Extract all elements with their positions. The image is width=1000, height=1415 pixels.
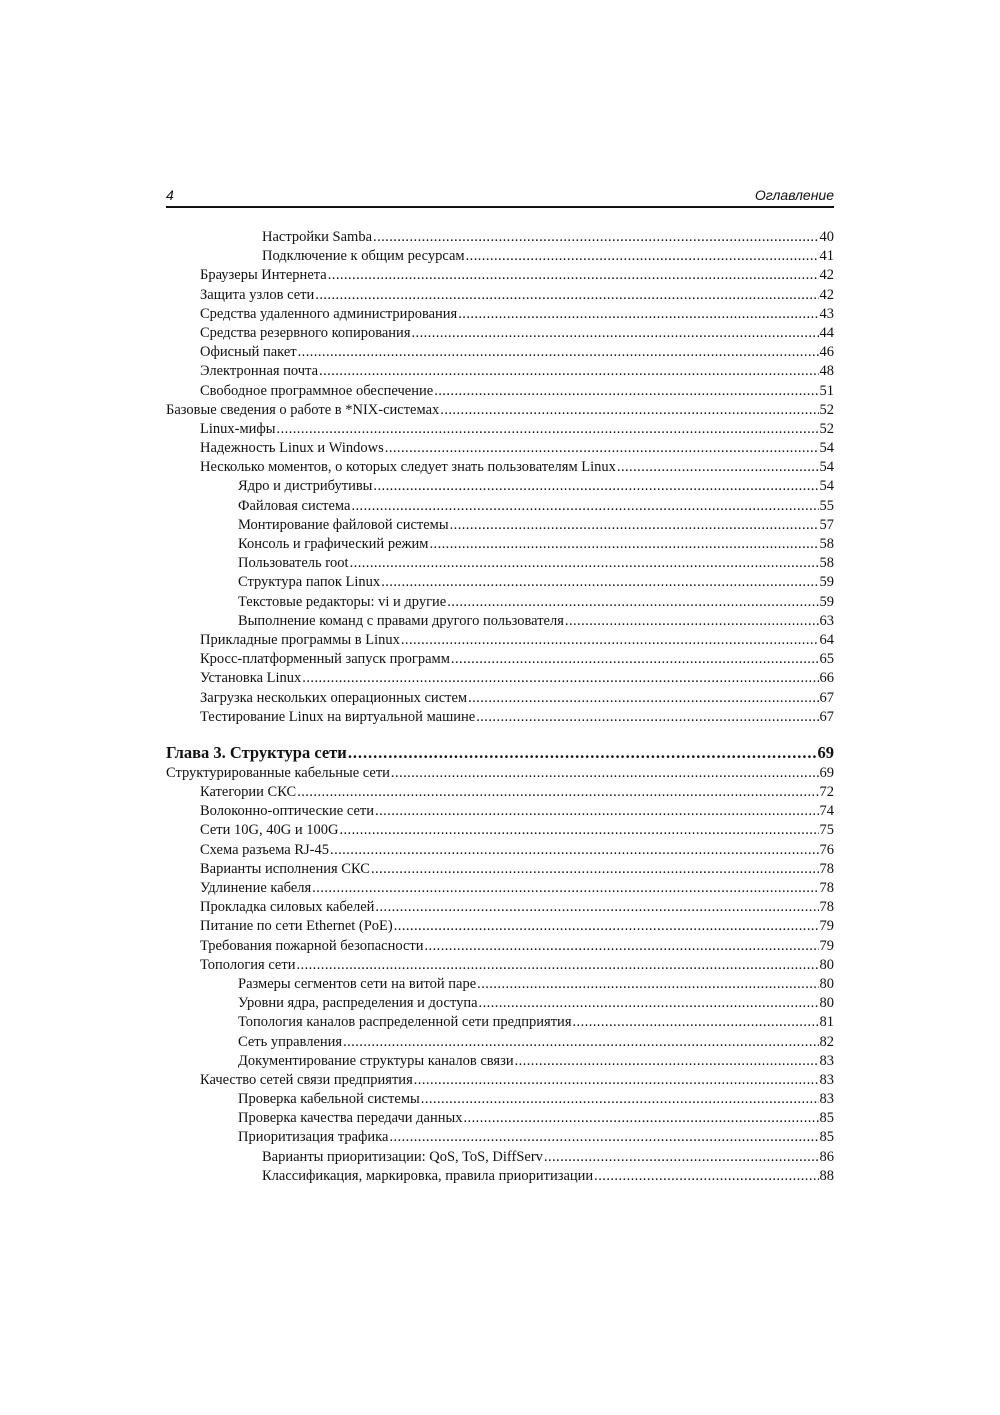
dot-leader: [297, 783, 818, 802]
toc-entry-title: Надежность Linux и Windows: [200, 440, 384, 457]
dot-leader: [381, 573, 818, 592]
dot-leader: [573, 1013, 819, 1032]
toc-entry[interactable]: [166, 841, 834, 860]
toc-entry-page: 79: [819, 918, 834, 935]
toc-entry[interactable]: [166, 458, 834, 477]
toc-entry-page: 58: [819, 536, 834, 552]
toc-entry-title: Удлинение кабеля: [200, 880, 312, 896]
toc-entry[interactable]: [166, 1090, 834, 1109]
toc-entry[interactable]: [166, 1128, 834, 1147]
dot-leader: [389, 1128, 818, 1147]
toc-entry[interactable]: [166, 247, 834, 266]
dot-leader: [458, 305, 818, 324]
toc-entry-page: 40: [819, 229, 834, 245]
dot-leader: [315, 286, 818, 305]
toc-entry-page: 69: [819, 764, 834, 781]
dot-leader: [450, 516, 819, 535]
toc-entry-page: 42: [819, 267, 834, 284]
dot-leader: [544, 1148, 819, 1167]
toc-entry-page: 66: [819, 670, 834, 687]
dot-leader: [330, 841, 818, 860]
toc-entry[interactable]: [166, 631, 834, 650]
toc-entry[interactable]: [166, 975, 834, 994]
toc-entry-page: 88: [819, 1167, 834, 1184]
toc-entry[interactable]: [166, 879, 834, 898]
dot-leader: [477, 975, 818, 994]
dot-leader: [350, 554, 819, 573]
toc-entry-title: Глава 3. Структура сети: [166, 742, 347, 762]
toc-chapter-entry[interactable]: [166, 741, 834, 764]
dot-leader: [440, 401, 818, 420]
toc-entry-title: Питание по сети Ethernet (PoE): [200, 918, 393, 935]
toc-entry[interactable]: [166, 1148, 834, 1167]
dot-leader: [373, 477, 818, 496]
toc-entry-page: 65: [819, 651, 834, 668]
toc-entry[interactable]: [166, 286, 834, 305]
toc-entry-title: Прикладные программы в Linux: [200, 631, 400, 648]
dot-leader: [451, 650, 819, 669]
toc-entry-title: Схема разъема RJ-45: [200, 841, 330, 858]
toc-entry-page: 78: [819, 899, 834, 916]
toc-entry[interactable]: [166, 802, 834, 821]
table-of-contents: [166, 228, 834, 1186]
toc-entry-page: 85: [819, 1110, 834, 1127]
dot-leader: [351, 497, 818, 516]
toc-entry[interactable]: [166, 764, 834, 783]
toc-entry-page: 64: [819, 631, 834, 648]
toc-entry[interactable]: [166, 1052, 834, 1071]
dot-leader: [375, 898, 818, 917]
dot-leader: [401, 631, 819, 650]
toc-entry-page: 67: [819, 708, 834, 725]
toc-entry-page: 54: [819, 459, 834, 476]
toc-entry-title: Установка Linux: [200, 670, 302, 687]
page-number: 4: [166, 187, 174, 203]
toc-entry-title: Свободное программное обеспечение: [200, 382, 434, 399]
dot-leader: [447, 593, 818, 612]
toc-entry-page: 72: [819, 784, 834, 801]
dot-leader: [466, 247, 819, 266]
toc-entry[interactable]: [166, 516, 834, 535]
toc-entry-title: Варианты исполнения СКС: [200, 860, 370, 877]
toc-entry-page: 59: [819, 574, 834, 591]
toc-entry[interactable]: [166, 477, 834, 496]
toc-entry-title: Выполнение команд с правами другого пользователя: [238, 612, 564, 629]
dot-leader: [479, 994, 819, 1013]
toc-entry-title: Категории СКС: [200, 784, 297, 801]
toc-entry-title: Приоритизация трафика: [238, 1129, 389, 1146]
dot-leader: [385, 439, 819, 458]
toc-entry-page: 43: [819, 305, 834, 322]
toc-entry-page: 44: [819, 324, 834, 341]
toc-entry[interactable]: [166, 650, 834, 669]
toc-entry[interactable]: [166, 382, 834, 401]
toc-entry[interactable]: [166, 535, 834, 554]
toc-entry-page: 52: [819, 401, 834, 418]
toc-entry[interactable]: [166, 343, 834, 362]
toc-entry-page: 42: [819, 286, 834, 303]
toc-entry[interactable]: [166, 362, 834, 381]
toc-entry[interactable]: [166, 898, 834, 917]
toc-entry-page: 54: [819, 440, 834, 457]
toc-entry-title: Структурированные кабельные сети: [166, 764, 390, 781]
dot-leader: [394, 917, 819, 936]
toc-entry-page: 52: [819, 420, 834, 437]
toc-entry[interactable]: [166, 1167, 834, 1186]
toc-entry-title: Файловая система: [238, 497, 351, 514]
toc-entry-page: 54: [819, 478, 834, 495]
toc-entry[interactable]: [166, 917, 834, 936]
toc-entry[interactable]: [166, 266, 834, 285]
toc-entry[interactable]: [166, 324, 834, 343]
toc-entry-title: Несколько моментов, о которых следует знать пользователям Linux: [200, 459, 616, 476]
toc-entry-page: 82: [819, 1033, 834, 1050]
toc-entry[interactable]: [166, 821, 834, 840]
toc-entry-page: 59: [819, 593, 834, 610]
toc-entry-page: 67: [819, 689, 834, 706]
toc-entry-title: Текстовые редакторы: vi и другие: [238, 593, 447, 610]
dot-leader: [421, 1090, 819, 1109]
dot-leader: [296, 956, 818, 975]
toc-entry[interactable]: [166, 573, 834, 592]
dot-leader: [425, 937, 819, 956]
toc-entry[interactable]: [166, 593, 834, 612]
toc-entry-title: Сеть управления: [238, 1033, 343, 1050]
toc-entry[interactable]: [166, 401, 834, 420]
toc-entry-page: 48: [819, 363, 834, 380]
toc-entry[interactable]: [166, 1109, 834, 1128]
toc-entry-page: 78: [819, 880, 834, 896]
toc-entry-page: 80: [819, 956, 834, 973]
toc-entry-page: 80: [819, 995, 834, 1012]
dot-leader: [302, 669, 818, 688]
toc-entry-title: Консоль и графический режим: [238, 536, 429, 552]
toc-entry-page: 55: [819, 497, 834, 514]
dot-leader: [371, 860, 819, 879]
toc-entry[interactable]: [166, 420, 834, 439]
toc-entry-title: Монтирование файловой системы: [238, 516, 449, 533]
toc-entry-page: 41: [819, 248, 834, 265]
dot-leader: [434, 382, 818, 401]
toc-entry-page: 63: [819, 612, 834, 629]
toc-entry-page: 86: [819, 1148, 834, 1165]
toc-entry-title: Сети 10G, 40G и 100G: [200, 822, 339, 839]
dot-leader: [277, 420, 819, 439]
toc-entry-title: Волоконно-оптические сети: [200, 803, 375, 820]
toc-entry[interactable]: [166, 554, 834, 573]
toc-entry-title: Структура папок Linux: [238, 574, 381, 591]
toc-entry-title: Качество сетей связи предприятия: [200, 1071, 413, 1088]
toc-entry-page: 80: [819, 975, 834, 992]
toc-entry[interactable]: [166, 669, 834, 688]
dot-leader: [414, 1071, 819, 1090]
toc-entry[interactable]: [166, 1033, 834, 1052]
toc-entry-title: Ядро и дистрибутивы: [238, 478, 373, 495]
dot-leader: [429, 535, 818, 554]
toc-entry-title: Защита узлов сети: [200, 286, 315, 303]
toc-entry[interactable]: [166, 1013, 834, 1032]
toc-entry[interactable]: [166, 228, 834, 247]
toc-entry-page: 83: [819, 1091, 834, 1108]
dot-leader: [298, 343, 819, 362]
toc-entry[interactable]: [166, 860, 834, 879]
toc-entry-page: 57: [819, 516, 834, 533]
toc-entry[interactable]: [166, 956, 834, 975]
header-title: Оглавление: [754, 187, 834, 203]
toc-entry-title: Топология сети: [200, 956, 296, 973]
toc-entry-title: Офисный пакет: [200, 344, 297, 361]
toc-entry-page: 75: [819, 822, 834, 839]
dot-leader: [476, 708, 818, 727]
toc-entry[interactable]: [166, 689, 834, 708]
toc-entry[interactable]: [166, 708, 834, 727]
toc-entry-title: Проверка качества передачи данных: [238, 1110, 463, 1127]
dot-leader: [319, 362, 818, 381]
toc-entry-title: Средства резервного копирования: [200, 324, 411, 341]
dot-leader: [411, 324, 818, 343]
dot-leader: [373, 228, 818, 247]
dot-leader: [343, 1033, 818, 1052]
toc-entry[interactable]: [166, 439, 834, 458]
toc-entry[interactable]: [166, 1071, 834, 1090]
toc-entry-title: Средства удаленного администрирования: [200, 305, 458, 322]
toc-entry-title: Загрузка нескольких операционных систем: [200, 689, 468, 706]
toc-entry[interactable]: [166, 305, 834, 324]
toc-entry-page: 74: [819, 803, 834, 820]
toc-entry[interactable]: [166, 937, 834, 956]
dot-leader: [468, 689, 818, 708]
toc-entry-page: 85: [819, 1129, 834, 1146]
toc-entry-title: Электронная почта: [200, 363, 319, 380]
toc-entry[interactable]: [166, 783, 834, 802]
toc-entry-title: Браузеры Интернета: [200, 267, 327, 284]
toc-entry-page: 83: [819, 1071, 834, 1088]
toc-entry-page: 81: [819, 1014, 834, 1031]
toc-entry-title: Проверка кабельной системы: [238, 1091, 420, 1108]
dot-leader: [312, 879, 818, 898]
toc-entry-title: Базовые сведения о работе в *NIX-системах: [166, 401, 440, 418]
toc-entry-title: Кросс-платформенный запуск программ: [200, 651, 450, 668]
toc-entry-title: Тестирование Linux на виртуальной машине: [200, 708, 476, 725]
dot-leader: [515, 1052, 819, 1071]
dot-leader: [328, 266, 819, 285]
toc-entry-title: Классификация, маркировка, правила приоритизации: [262, 1167, 594, 1184]
dot-leader: [464, 1109, 819, 1128]
toc-entry-page: 78: [819, 860, 834, 877]
toc-entry-title: Linux-мифы: [200, 420, 276, 437]
dot-leader: [594, 1167, 818, 1186]
dot-leader: [375, 802, 818, 821]
toc-entry-title: Уровни ядра, распределения и доступа: [238, 995, 478, 1012]
running-header: [166, 186, 834, 208]
toc-entry-page: 69: [817, 742, 834, 762]
toc-entry-title: Топология каналов распределенной сети предприятия: [238, 1014, 572, 1031]
toc-entry-title: Настройки Samba: [262, 229, 373, 245]
toc-entry[interactable]: [166, 497, 834, 516]
toc-entry-page: 51: [819, 382, 834, 399]
dot-leader: [339, 821, 818, 840]
toc-entry-title: Документирование структуры каналов связи: [238, 1052, 514, 1069]
dot-leader: [565, 612, 819, 631]
toc-entry-page: 83: [819, 1052, 834, 1069]
toc-entry-page: 46: [819, 344, 834, 361]
dot-leader: [391, 764, 819, 783]
toc-entry-title: Требования пожарной безопасности: [200, 937, 424, 954]
toc-entry-title: Варианты приоритизации: QoS, ToS, DiffServ: [262, 1148, 543, 1165]
toc-entry-title: Пользователь root: [238, 555, 349, 572]
toc-entry-title: Размеры сегментов сети на витой паре: [238, 975, 477, 992]
toc-entry[interactable]: [166, 994, 834, 1013]
toc-entry-page: 58: [819, 555, 834, 572]
toc-entry[interactable]: [166, 612, 834, 631]
toc-entry-title: Подключение к общим ресурсам: [262, 248, 465, 265]
dot-leader: [348, 741, 817, 764]
toc-entry-page: 76: [819, 841, 834, 858]
dot-leader: [617, 458, 819, 477]
toc-entry-page: 79: [819, 937, 834, 954]
toc-entry-title: Прокладка силовых кабелей: [200, 899, 375, 916]
